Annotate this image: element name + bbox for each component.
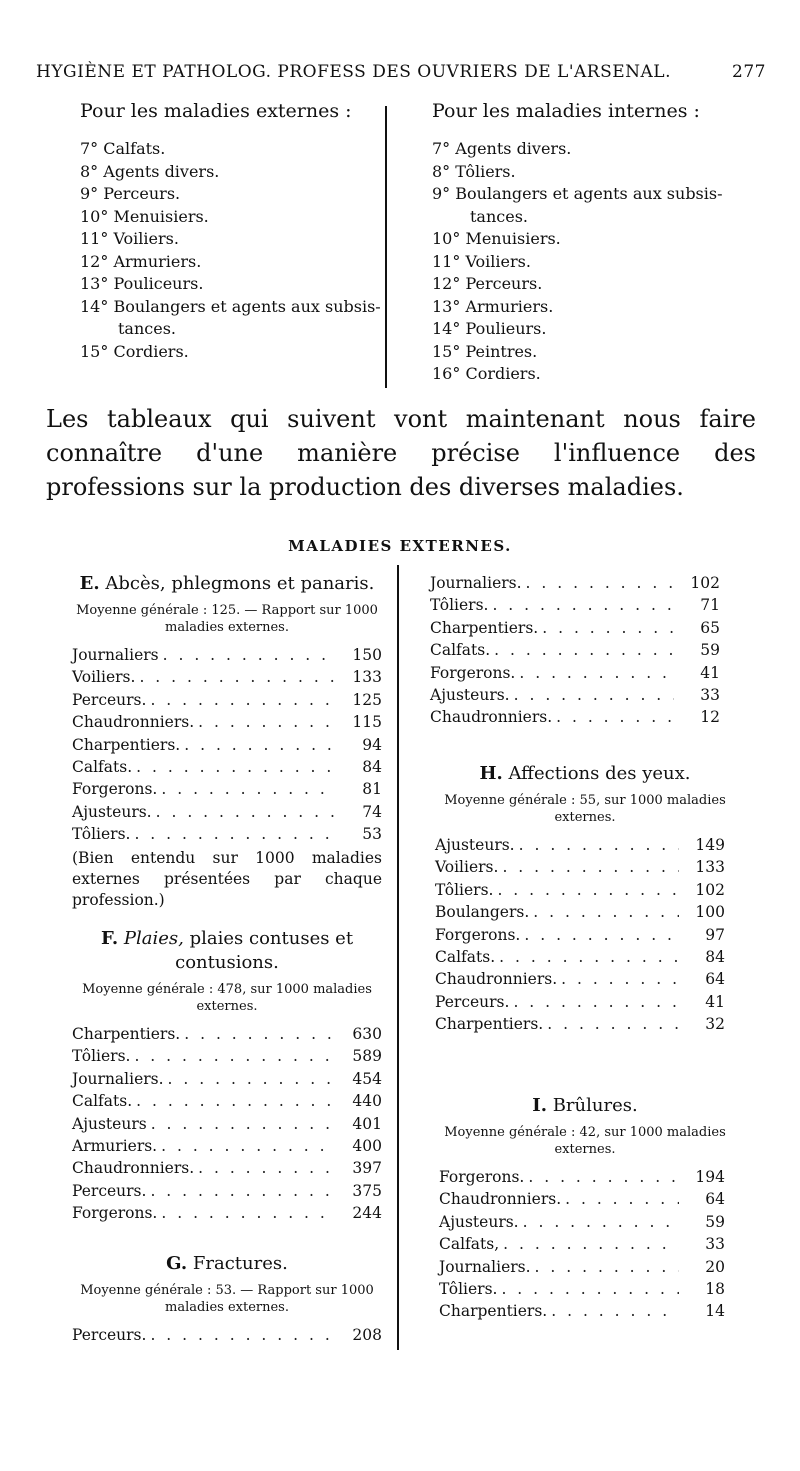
table-row	[72, 644, 382, 666]
table-F-subtitle: Moyenne générale : 478, sur 1000 maladies externes.	[82, 982, 372, 1014]
leader-dots	[493, 879, 679, 901]
row-name: Charpentiers.	[439, 1302, 548, 1321]
row-name: Chaudronniers.	[72, 713, 195, 732]
row-value: 397	[352, 1159, 382, 1178]
table-E-subtitle: Moyenne générale : 125. — Rapport sur 1000 maladies externes.	[76, 603, 378, 635]
row-name: Voiliers.	[72, 668, 136, 687]
row-value: 33	[700, 686, 720, 705]
table-row	[430, 684, 720, 706]
row-value: 194	[695, 1168, 725, 1186]
leader-dots	[130, 823, 336, 845]
table-row	[430, 662, 720, 684]
row-name: Journaliers.	[439, 1257, 531, 1276]
internes-intro: Pour les maladies internes :	[432, 100, 700, 122]
row-value: 375	[352, 1181, 382, 1200]
row-value: 150	[352, 646, 382, 664]
row-value: 41	[700, 663, 720, 682]
row-value: 84	[362, 758, 382, 777]
table-row	[72, 666, 382, 688]
table-row	[435, 968, 725, 990]
leader-dots	[157, 1202, 336, 1224]
row-value: 115	[352, 713, 382, 732]
leader-dots	[561, 1188, 679, 1210]
table-E-heading	[72, 572, 382, 596]
table-row	[439, 1233, 725, 1255]
list-item: 10° Menuisiers.	[80, 206, 209, 226]
row-value: 32	[705, 1015, 725, 1034]
table-row	[435, 1013, 725, 1035]
list-item: 15° Peintres.	[432, 341, 538, 361]
leader-dots	[135, 666, 336, 688]
row-value: 102	[695, 880, 725, 899]
table-I-heading	[415, 1094, 755, 1118]
leader-dots	[194, 1157, 336, 1179]
list-item: 14° Boulangers et agents aux subsis-	[80, 296, 381, 316]
list-item: 12° Armuriers.	[80, 251, 202, 271]
list-item: 12° Perceurs.	[432, 274, 543, 293]
row-value: 53	[362, 825, 382, 844]
table-row	[72, 711, 382, 733]
row-value: 100	[695, 903, 725, 922]
row-value: 33	[705, 1235, 725, 1254]
table-row	[72, 756, 382, 778]
table-row	[72, 1068, 382, 1090]
table-G-letter: G.	[166, 1253, 188, 1274]
row-value: 208	[352, 1326, 382, 1344]
row-value: 59	[700, 641, 720, 660]
table-F-title: plaies contuses et contusions.	[175, 928, 354, 973]
table-row	[72, 1157, 382, 1179]
row-name: Ajusteurs.	[430, 686, 510, 705]
row-name: Ajusteurs.	[435, 836, 515, 854]
row-value: 630	[352, 1025, 382, 1043]
row-name: Forgerons.	[435, 925, 521, 944]
row-value: 84	[705, 948, 725, 967]
list-item: 7° Agents divers.	[432, 139, 572, 158]
leader-dots	[132, 756, 336, 778]
table-row	[72, 801, 382, 823]
leader-dots	[146, 689, 336, 711]
table-row	[435, 834, 725, 856]
row-name: Forgerons.	[430, 663, 516, 682]
row-name: Charpentiers.	[72, 1025, 181, 1043]
row-name: Calfats.	[72, 1092, 133, 1111]
table-row	[435, 991, 725, 1013]
table-F-title-italic: Plaies,	[123, 928, 184, 949]
row-value: 20	[705, 1257, 725, 1276]
table-G	[72, 1250, 382, 1346]
table-row	[72, 1135, 382, 1157]
table-E-letter: E.	[79, 573, 100, 594]
list-item: tances.	[118, 319, 176, 338]
row-value: 400	[352, 1137, 382, 1156]
row-value: 64	[705, 970, 725, 989]
row-name: Perceurs.	[72, 1326, 147, 1344]
row-value: 589	[352, 1047, 382, 1066]
leader-dots	[180, 734, 336, 756]
table-row	[430, 572, 720, 594]
row-value: 71	[700, 596, 720, 615]
leader-dots	[146, 1324, 336, 1346]
list-item: 8° Tôliers.	[432, 161, 516, 181]
row-name: Calfats.	[72, 758, 133, 777]
table-I-letter: I.	[532, 1095, 547, 1116]
table-H-heading	[415, 762, 755, 786]
table-row	[439, 1188, 725, 1210]
row-name: Tôliers.	[72, 1047, 131, 1066]
leader-dots	[515, 834, 679, 856]
row-name: Armuriers.	[72, 1137, 158, 1156]
row-name: Charpentiers.	[430, 618, 539, 637]
table-I-subtitle: Moyenne générale : 42, sur 1000 maladies externes.	[444, 1125, 726, 1157]
row-value: 440	[352, 1092, 382, 1111]
leader-dots	[543, 1013, 679, 1035]
leader-dots	[164, 1068, 336, 1090]
leader-dots	[497, 1278, 679, 1300]
leader-dots	[498, 856, 679, 878]
table-E-title: Abcès, phlegmons et panaris.	[105, 573, 375, 594]
row-value: 133	[352, 668, 382, 687]
row-name: Voiliers.	[435, 858, 499, 877]
row-value: 97	[705, 925, 725, 944]
leader-dots	[130, 1045, 336, 1067]
leader-dots	[180, 1023, 336, 1045]
table-row	[430, 617, 720, 639]
leader-dots	[495, 946, 679, 968]
table-H-subtitle: Moyenne générale : 55, sur 1000 maladies externes.	[444, 793, 726, 825]
leader-dots	[509, 991, 679, 1013]
running-header	[36, 62, 766, 82]
internes-list	[432, 100, 723, 386]
page-number: 277	[732, 62, 766, 82]
leader-dots	[132, 1090, 336, 1112]
table-row	[439, 1300, 725, 1322]
row-value: 94	[362, 735, 382, 754]
row-name: Chaudronniers.	[72, 1159, 195, 1178]
row-name: Journaliers.	[72, 1069, 164, 1088]
table-I	[415, 1092, 755, 1323]
column-divider	[397, 565, 399, 1350]
table-row	[435, 856, 725, 878]
table-row	[72, 689, 382, 711]
column-divider	[385, 106, 387, 388]
table-row	[72, 1023, 382, 1045]
table-row	[430, 706, 720, 728]
row-name: Forgerons.	[72, 1204, 158, 1223]
table-G-title: Fractures.	[192, 1253, 288, 1274]
row-value: 41	[705, 992, 725, 1011]
table-E-note: (Bien entendu sur 1000 maladies externes présentées par chaque profession.)	[72, 848, 382, 909]
table-row	[72, 1045, 382, 1067]
list-item: 7° Calfats.	[80, 139, 166, 158]
row-value: 244	[352, 1204, 382, 1223]
table-row	[72, 1202, 382, 1224]
row-name: Calfats.	[430, 641, 491, 660]
table-row	[72, 1324, 382, 1346]
table-row	[439, 1211, 725, 1233]
row-name: Charpentiers.	[72, 735, 181, 754]
table-I-rows	[415, 1166, 725, 1323]
row-value: 133	[695, 858, 725, 877]
row-value: 125	[352, 690, 382, 709]
leader-dots	[510, 684, 674, 706]
list-item: 11° Voiliers.	[432, 251, 531, 271]
row-name: Chaudronniers.	[435, 970, 558, 989]
table-E	[72, 570, 382, 911]
row-name: Chaudronniers.	[430, 708, 553, 727]
leader-dots	[147, 1113, 336, 1135]
leader-dots	[159, 644, 336, 666]
row-name: Calfats,	[439, 1235, 500, 1254]
row-value: 149	[695, 836, 725, 854]
table-row	[72, 823, 382, 845]
list-item: 16° Cordiers.	[432, 364, 541, 383]
list-item: 9° Perceurs.	[80, 184, 181, 203]
row-name: Charpentiers.	[435, 1015, 544, 1034]
leader-dots	[538, 617, 674, 639]
leader-dots	[524, 1166, 679, 1188]
leader-dots	[152, 801, 336, 823]
row-name: Ajusteurs	[72, 1114, 147, 1133]
row-name: Calfats.	[435, 948, 496, 967]
row-value: 18	[705, 1280, 725, 1299]
table-I-title: Brûlures.	[552, 1095, 638, 1116]
table-G-continued	[430, 572, 720, 729]
table-G-heading	[72, 1252, 382, 1276]
table-row	[435, 901, 725, 923]
table-H-title: Affections des yeux.	[508, 763, 691, 784]
table-row	[439, 1256, 725, 1278]
row-name: Perceurs.	[72, 1181, 147, 1200]
row-name: Tôliers.	[439, 1280, 498, 1299]
leader-dots	[520, 924, 679, 946]
table-row	[435, 946, 725, 968]
row-value: 401	[352, 1114, 382, 1133]
list-item: 11° Voiliers.	[80, 229, 179, 248]
row-name: Forgerons.	[439, 1168, 525, 1186]
row-value: 65	[700, 618, 720, 637]
list-item: 14° Poulieurs.	[432, 319, 547, 338]
row-name: Ajusteurs.	[72, 802, 152, 821]
list-item: 10° Menuisiers.	[432, 229, 561, 248]
row-value: 81	[362, 780, 382, 799]
table-row	[435, 879, 725, 901]
list-item: 13° Armuriers.	[432, 296, 554, 316]
leader-dots	[529, 901, 679, 923]
table-row	[439, 1278, 725, 1300]
table-F-heading	[72, 927, 382, 975]
intro-paragraph: Les tableaux qui suivent vont maintenant nous faire connaître d'une manière précise l'influence des professions sur la production des diverses maladies.	[46, 405, 756, 501]
table-row	[72, 778, 382, 800]
running-title: HYGIÈNE ET PATHOLOG. PROFESS DES OUVRIERS DE L'ARSENAL.	[36, 62, 671, 82]
list-item: 13° Pouliceurs.	[80, 274, 204, 293]
row-name: Tôliers.	[435, 880, 494, 899]
leader-dots	[531, 1256, 679, 1278]
leader-dots	[552, 706, 674, 728]
table-F	[72, 925, 382, 1225]
leader-dots	[488, 594, 674, 616]
leader-dots	[146, 1180, 336, 1202]
leader-dots	[157, 1135, 336, 1157]
table-row	[72, 1180, 382, 1202]
table-G-subtitle: Moyenne générale : 53. — Rapport sur 1000 maladies externes.	[80, 1283, 374, 1315]
row-value: 64	[705, 1190, 725, 1209]
externes-list	[80, 100, 381, 363]
table-F-letter: F.	[100, 928, 119, 949]
row-name: Journaliers	[72, 646, 159, 664]
row-value: 12	[700, 708, 720, 727]
row-value: 14	[705, 1302, 725, 1321]
table-row	[72, 734, 382, 756]
table-H	[415, 760, 755, 1036]
leader-dots	[519, 1211, 679, 1233]
row-name: Journaliers.	[430, 574, 522, 592]
table-row	[72, 1090, 382, 1112]
leader-dots	[515, 662, 674, 684]
row-name: Ajusteurs.	[439, 1212, 519, 1231]
row-name: Boulangers.	[435, 903, 530, 922]
row-value: 454	[352, 1069, 382, 1088]
row-value: 102	[690, 574, 720, 592]
leader-dots	[490, 639, 674, 661]
list-item: 8° Agents divers.	[80, 161, 220, 181]
section-title: MALADIES EXTERNES.	[288, 537, 512, 555]
table-H-rows	[415, 834, 725, 1036]
row-name: Tôliers.	[430, 596, 489, 615]
leader-dots	[522, 572, 674, 594]
row-name: Perceurs.	[72, 690, 147, 709]
leader-dots	[499, 1233, 679, 1255]
list-item: 15° Cordiers.	[80, 341, 189, 361]
row-name: Forgerons.	[72, 780, 158, 799]
table-row	[439, 1166, 725, 1188]
leader-dots	[547, 1300, 679, 1322]
table-row	[435, 924, 725, 946]
leader-dots	[194, 711, 336, 733]
row-name: Perceurs.	[435, 992, 510, 1011]
row-name: Chaudronniers.	[439, 1190, 562, 1209]
leader-dots	[157, 778, 336, 800]
list-item: tances.	[470, 206, 528, 226]
list-item: 9° Boulangers et agents aux subsis-	[432, 184, 723, 203]
row-value: 59	[705, 1212, 725, 1231]
table-row	[430, 594, 720, 616]
externes-intro: Pour les maladies externes :	[80, 100, 352, 122]
row-name: Tôliers.	[72, 825, 131, 844]
leader-dots	[557, 968, 679, 990]
table-row	[430, 639, 720, 661]
row-value: 74	[362, 802, 382, 821]
table-H-letter: H.	[479, 763, 503, 784]
table-row	[72, 1113, 382, 1135]
